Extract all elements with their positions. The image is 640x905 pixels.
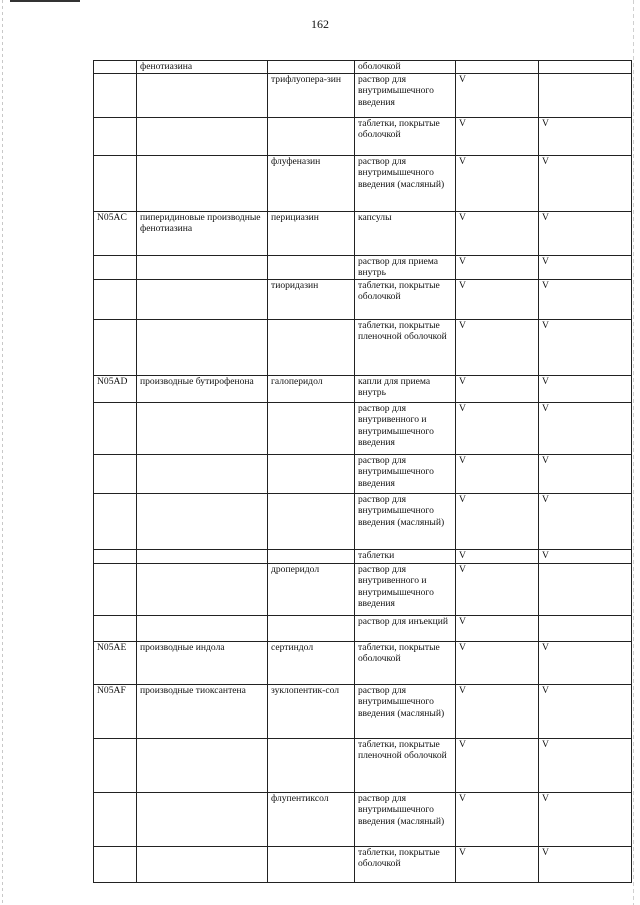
dosage-form-cell: таблетки, покрытые оболочкой <box>355 641 456 684</box>
mark-column-2-cell <box>539 61 632 74</box>
mark-column-2-cell: V <box>539 549 632 563</box>
drug-name-cell <box>268 402 355 454</box>
mark-column-1-cell: V <box>456 684 539 738</box>
atc-code-cell <box>94 549 137 563</box>
dosage-form-cell: раствор для внутримышечного введения (масляный) <box>355 792 456 846</box>
mark-column-1-cell: V <box>456 563 539 615</box>
table-row <box>94 402 632 454</box>
group-name-cell <box>137 846 268 882</box>
mark-column-1-cell: V <box>456 738 539 792</box>
dosage-form-cell: раствор для приема внутрь <box>355 255 456 279</box>
atc-code-cell <box>94 563 137 615</box>
page-number: 162 <box>311 17 329 31</box>
mark-column-2-cell: V <box>539 846 632 882</box>
dosage-form-cell: таблетки, покрытые оболочкой <box>355 279 456 319</box>
mark-column-2-cell: V <box>539 375 632 402</box>
group-name-cell <box>137 402 268 454</box>
atc-code-cell <box>94 319 137 375</box>
drug-name-cell: тиоридазин <box>268 279 355 319</box>
table-row <box>94 117 632 155</box>
dosage-form-cell: оболочкой <box>355 61 456 74</box>
drug-name-cell: сертиндол <box>268 641 355 684</box>
mark-column-2-cell: V <box>539 493 632 549</box>
mark-column-1-cell: V <box>456 792 539 846</box>
dosage-form-cell: таблетки, покрытые оболочкой <box>355 117 456 155</box>
dosage-form-cell: раствор для внутримышечного введения <box>355 73 456 117</box>
drug-name-cell <box>268 493 355 549</box>
mark-column-1-cell: V <box>456 319 539 375</box>
atc-code-cell <box>94 738 137 792</box>
group-name-cell: производные тиоксантена <box>137 684 268 738</box>
drug-name-cell: флуфеназин <box>268 155 355 211</box>
atc-code-cell <box>94 61 137 74</box>
dosage-form-cell: раствор для внутривенного и внутримышечного введения <box>355 402 456 454</box>
table-row <box>94 615 632 641</box>
dosage-form-cell: таблетки, покрытые пленочной оболочкой <box>355 738 456 792</box>
table-row <box>94 255 632 279</box>
drug-name-cell <box>268 549 355 563</box>
mark-column-2-cell: V <box>539 211 632 255</box>
table-row <box>94 211 632 255</box>
mark-column-1-cell: V <box>456 255 539 279</box>
mark-column-1-cell: V <box>456 641 539 684</box>
mark-column-1-cell: V <box>456 117 539 155</box>
atc-code-cell: N05AC <box>94 211 137 255</box>
table-row <box>94 684 632 738</box>
mark-column-2-cell: V <box>539 155 632 211</box>
group-name-cell <box>137 615 268 641</box>
atc-code-cell: N05AF <box>94 684 137 738</box>
dosage-form-cell: капсулы <box>355 211 456 255</box>
mark-column-1-cell <box>456 61 539 74</box>
mark-column-2-cell: V <box>539 279 632 319</box>
drug-name-cell: флупентиксол <box>268 792 355 846</box>
group-name-cell <box>137 73 268 117</box>
group-name-cell <box>137 493 268 549</box>
atc-code-cell <box>94 255 137 279</box>
table-row <box>94 375 632 402</box>
mark-column-2-cell: V <box>539 792 632 846</box>
drug-name-cell <box>268 117 355 155</box>
atc-code-cell <box>94 155 137 211</box>
atc-code-cell: N05AD <box>94 375 137 402</box>
mark-column-1-cell: V <box>456 402 539 454</box>
drug-name-cell: перициазин <box>268 211 355 255</box>
dosage-form-cell: таблетки, покрытые пленочной оболочкой <box>355 319 456 375</box>
mark-column-2-cell: V <box>539 117 632 155</box>
atc-code-cell <box>94 792 137 846</box>
table-row <box>94 641 632 684</box>
drug-name-cell <box>268 61 355 74</box>
dosage-form-cell: капли для приема внутрь <box>355 375 456 402</box>
mark-column-2-cell: V <box>539 255 632 279</box>
group-name-cell <box>137 549 268 563</box>
drug-name-cell: галоперидол <box>268 375 355 402</box>
group-name-cell <box>137 155 268 211</box>
mark-column-1-cell: V <box>456 155 539 211</box>
mark-column-1-cell: V <box>456 211 539 255</box>
atc-code-cell: N05AE <box>94 641 137 684</box>
dosage-form-cell: таблетки <box>355 549 456 563</box>
atc-code-cell <box>94 493 137 549</box>
group-name-cell <box>137 319 268 375</box>
drug-name-cell <box>268 454 355 493</box>
mark-column-2-cell: V <box>539 454 632 493</box>
table-row <box>94 493 632 549</box>
group-name-cell <box>137 738 268 792</box>
atc-code-cell <box>94 454 137 493</box>
atc-code-cell <box>94 117 137 155</box>
group-name-cell <box>137 454 268 493</box>
group-name-cell <box>137 255 268 279</box>
drug-name-cell <box>268 255 355 279</box>
group-name-cell <box>137 279 268 319</box>
atc-code-cell <box>94 73 137 117</box>
mark-column-2-cell: V <box>539 738 632 792</box>
group-name-cell: фенотиазина <box>137 61 268 74</box>
dosage-form-cell: раствор для внутривенного и внутримышечного введения <box>355 563 456 615</box>
table-row <box>94 738 632 792</box>
mark-column-2-cell <box>539 615 632 641</box>
atc-code-cell <box>94 402 137 454</box>
group-name-cell <box>137 563 268 615</box>
dosage-form-cell: раствор для внутримышечного введения (масляный) <box>355 493 456 549</box>
drug-name-cell <box>268 615 355 641</box>
mark-column-2-cell: V <box>539 684 632 738</box>
dosage-form-cell: раствор для инъекций <box>355 615 456 641</box>
dosage-form-cell: раствор для внутримышечного введения (масляный) <box>355 155 456 211</box>
mark-column-2-cell <box>539 563 632 615</box>
dosage-form-cell: раствор для внутримышечного введения (масляный) <box>355 684 456 738</box>
drug-name-cell <box>268 846 355 882</box>
mark-column-1-cell: V <box>456 279 539 319</box>
table-row <box>94 792 632 846</box>
group-name-cell: пиперидиновые производные фенотиазина <box>137 211 268 255</box>
mark-column-1-cell: V <box>456 846 539 882</box>
dosage-form-cell: раствор для внутримышечного введения <box>355 454 456 493</box>
mark-column-1-cell: V <box>456 73 539 117</box>
table-row <box>94 319 632 375</box>
mark-column-1-cell: V <box>456 454 539 493</box>
mark-column-2-cell: V <box>539 641 632 684</box>
mark-column-1-cell: V <box>456 375 539 402</box>
table-row <box>94 454 632 493</box>
table-row <box>94 73 632 117</box>
group-name-cell: производные бутирофенона <box>137 375 268 402</box>
table-row <box>94 563 632 615</box>
table-body <box>94 61 632 883</box>
scan-edge-right <box>633 0 634 905</box>
mark-column-2-cell <box>539 73 632 117</box>
mark-column-2-cell: V <box>539 402 632 454</box>
table-row <box>94 279 632 319</box>
atc-code-cell <box>94 846 137 882</box>
group-name-cell: производные индола <box>137 641 268 684</box>
mark-column-1-cell: V <box>456 615 539 641</box>
atc-code-cell <box>94 279 137 319</box>
drug-name-cell: трифлуопера-зин <box>268 73 355 117</box>
dosage-form-cell: таблетки, покрытые оболочкой <box>355 846 456 882</box>
table-row <box>94 155 632 211</box>
medications-table <box>93 60 632 883</box>
group-name-cell <box>137 792 268 846</box>
group-name-cell <box>137 117 268 155</box>
mark-column-1-cell: V <box>456 493 539 549</box>
mark-column-2-cell: V <box>539 319 632 375</box>
drug-name-cell: зуклопентик-сол <box>268 684 355 738</box>
table-row <box>94 846 632 882</box>
table-row <box>94 549 632 563</box>
table-row <box>94 61 632 74</box>
mark-column-1-cell: V <box>456 549 539 563</box>
drug-name-cell <box>268 319 355 375</box>
drug-name-cell <box>268 738 355 792</box>
drug-name-cell: дроперидол <box>268 563 355 615</box>
atc-code-cell <box>94 615 137 641</box>
scan-edge-left <box>2 0 3 905</box>
scan-artifact-mark <box>10 0 80 2</box>
